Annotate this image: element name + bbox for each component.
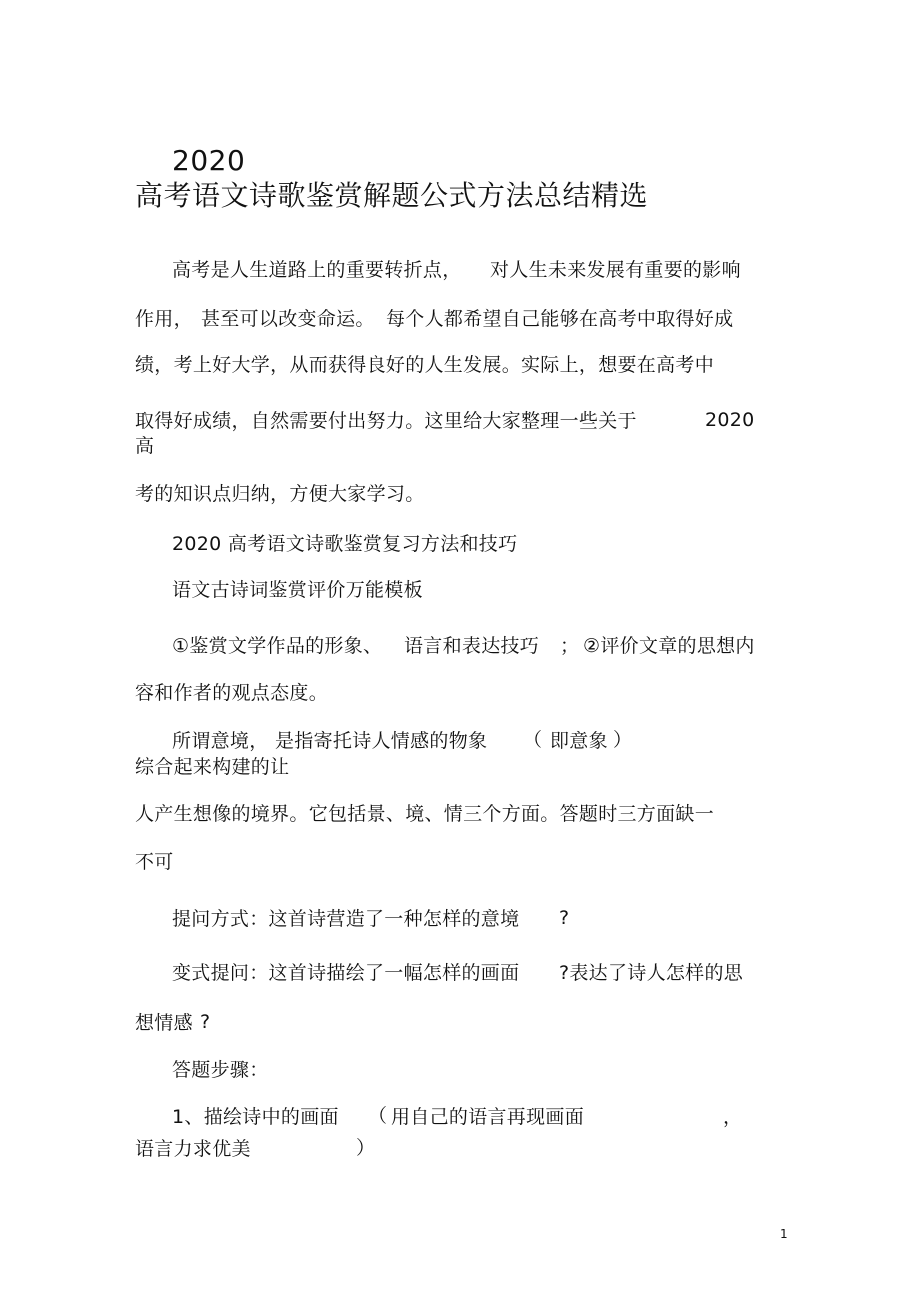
text-line: 高考是人生道路上的重要转折点， bbox=[172, 259, 462, 281]
text-line: ） bbox=[613, 729, 633, 751]
text-line: 所谓意境， bbox=[172, 730, 269, 752]
text-line: 变式提问：这首诗描绘了一幅怎样的画面 bbox=[172, 962, 520, 984]
text-line: 2020 bbox=[705, 409, 755, 431]
text-line: ? bbox=[559, 907, 570, 929]
text-line: 容和作者的观点态度。 bbox=[135, 682, 329, 704]
text-line: 语言力求优美 bbox=[135, 1138, 251, 1160]
text-line: ） bbox=[356, 1137, 376, 1159]
title-year: 2020 bbox=[172, 144, 246, 177]
text-line: ?表达了诗人怎样的思 bbox=[559, 962, 744, 984]
page-number: 1 bbox=[780, 1227, 788, 1241]
text-line: 不可 bbox=[135, 851, 174, 873]
text-line: 甚至可以改变命运。 bbox=[201, 308, 375, 330]
section-heading: 2020 高考语文诗歌鉴赏复习方法和技巧 bbox=[172, 533, 518, 555]
text-line: 是指寄托诗人情感的物象 bbox=[275, 730, 488, 752]
text-line: 1、描绘诗中的画面 bbox=[172, 1106, 339, 1128]
text-line: （ bbox=[523, 729, 543, 751]
text-line: 语言和表达技巧 bbox=[404, 635, 540, 657]
text-line: ? bbox=[200, 1011, 211, 1033]
text-line: 用自己的语言再现画面 bbox=[391, 1106, 585, 1128]
text-line: （ bbox=[368, 1105, 388, 1127]
text-line: 即意象 bbox=[550, 730, 608, 752]
page-title: 高考语文诗歌鉴赏解题公式方法总结精选 bbox=[135, 179, 649, 212]
text-line: ①鉴赏文学作品的形象、 bbox=[172, 635, 383, 657]
text-line: 提问方式：这首诗营造了一种怎样的意境 bbox=[172, 908, 520, 930]
text-line: 高 bbox=[135, 435, 155, 457]
text-line: 考的知识点归纳，方便大家学习。 bbox=[135, 483, 425, 505]
text-line: 答题步骤： bbox=[172, 1059, 269, 1081]
text-line: 绩，考上好大学，从而获得良好的人生发展。实际上，想要在高考中 bbox=[135, 354, 715, 376]
text-line: 作用， bbox=[135, 308, 193, 330]
text-line: 对人生未来发展有重要的影响 bbox=[490, 259, 741, 281]
text-line: 每个人都希望自己能够在高考中取得好成 bbox=[386, 308, 734, 330]
text-line: 取得好成绩，自然需要付出努力。这里给大家整理一些关于 bbox=[135, 410, 637, 432]
text-line: 人产生想像的境界。它包括景、境、情三个方面。答题时三方面缺一 bbox=[135, 803, 715, 825]
text-line: 想情感 bbox=[135, 1012, 193, 1034]
section-heading: 语文古诗词鉴赏评价万能模板 bbox=[172, 579, 423, 601]
text-line: 综合起来构建的让 bbox=[135, 756, 290, 778]
text-line: ； bbox=[560, 635, 580, 657]
text-line: ， bbox=[723, 1106, 743, 1128]
text-line: ②评价文章的思想内 bbox=[583, 635, 755, 657]
